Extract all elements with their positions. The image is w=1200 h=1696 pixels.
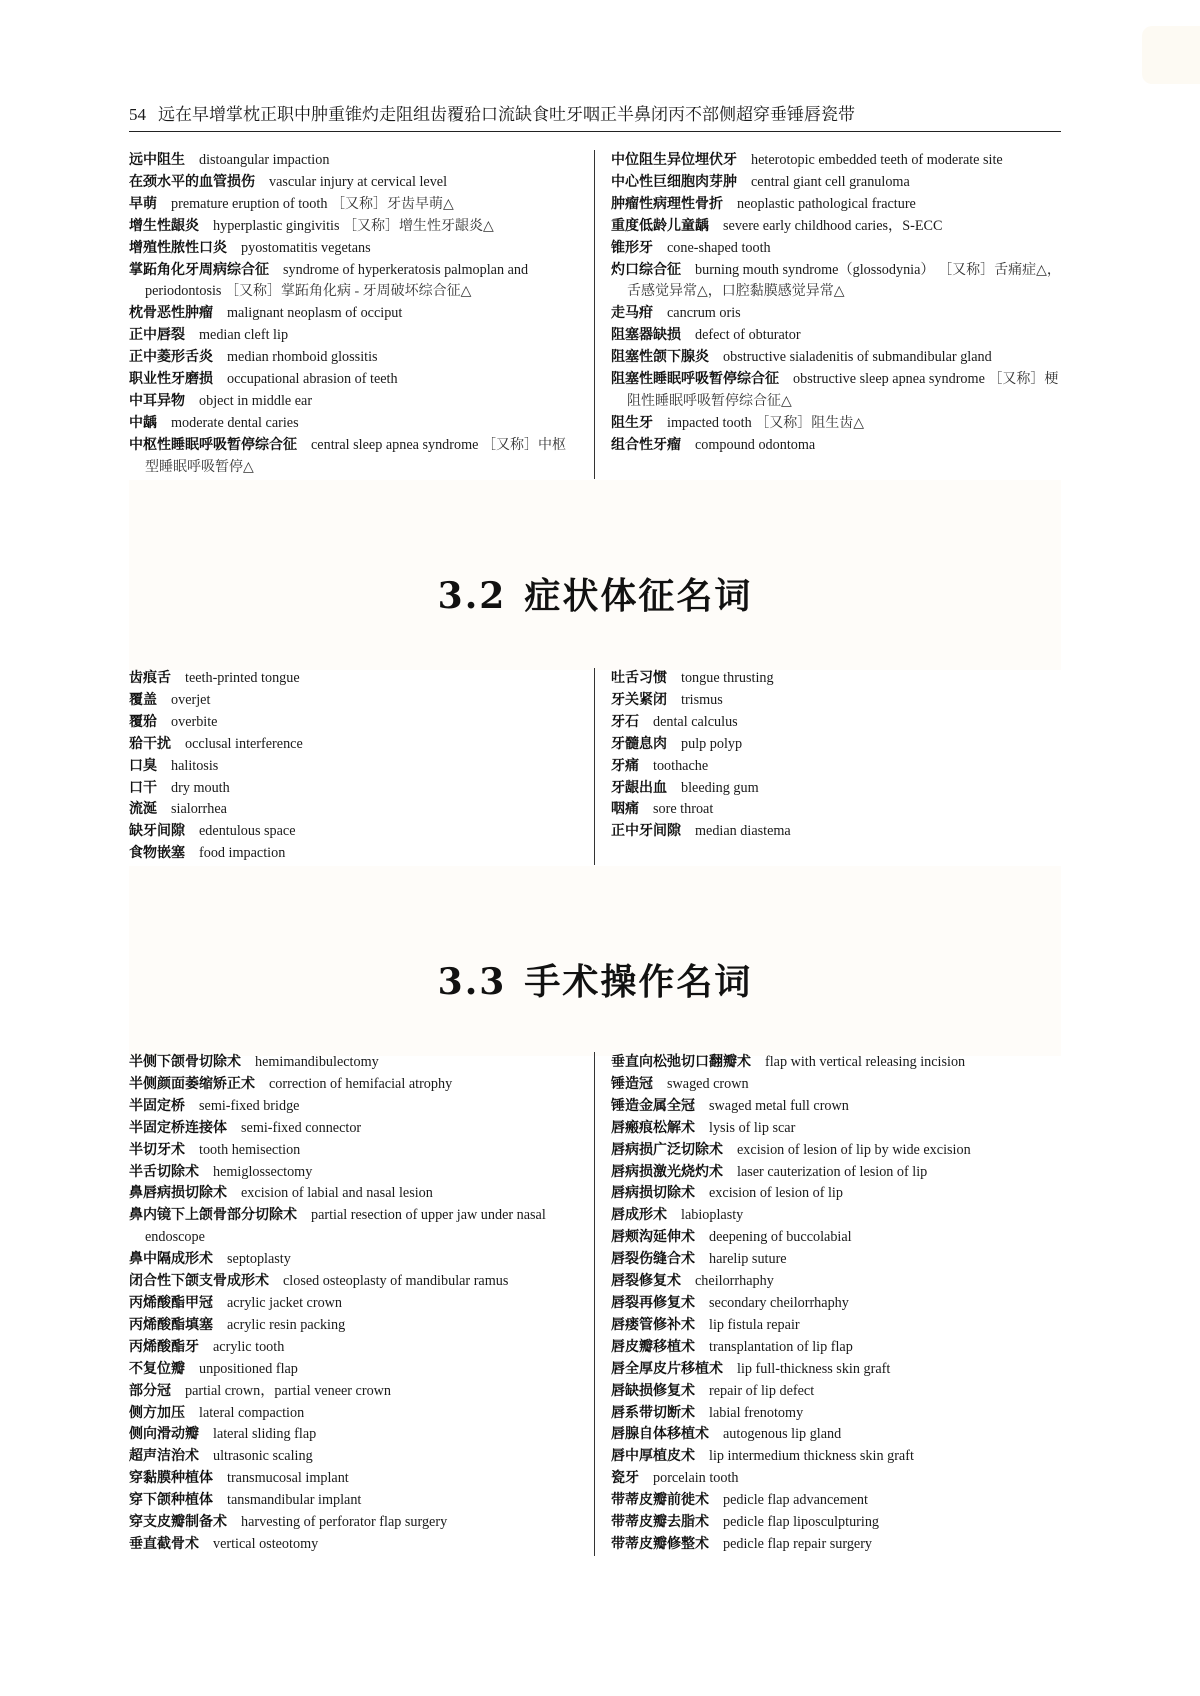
entry-term-zh: 唇缺损修复术 <box>611 1382 695 1399</box>
entry-term-en: obstructive sialadenitis of submandibular gland <box>723 349 992 366</box>
entry-term-en: toothache <box>653 757 709 774</box>
column-right <box>595 150 1061 479</box>
glossary-entry <box>129 1249 578 1271</box>
glossary-entry <box>129 1512 578 1534</box>
entry-term-zh: 食物嵌塞 <box>129 845 185 862</box>
entry-term-en: tooth hemisection <box>199 1141 301 1158</box>
entry-term-zh: 齿痕舌 <box>129 670 171 686</box>
entry-term-en: excision of lesion of lip <box>709 1185 843 1202</box>
glossary-entry <box>129 1381 578 1403</box>
glossary-entry <box>611 1424 1061 1446</box>
entry-term-zh: 灼口综合征 <box>611 261 681 278</box>
entry-term-zh: 重度低龄儿童龋 <box>611 217 709 234</box>
entry-term-zh: 咽痛 <box>611 801 639 818</box>
entry-term-en: halitosis <box>171 757 219 774</box>
entry-term-zh: 丙烯酸酯甲冠 <box>129 1294 213 1311</box>
entry-term-en: compound odontoma <box>695 436 816 453</box>
entry-term-en: flap with vertical releasing incision <box>765 1054 966 1070</box>
entry-term-en: median cleft lip <box>199 327 289 344</box>
entry-term-zh: 唇颊沟延伸术 <box>611 1229 695 1246</box>
entry-term-zh: 带蒂皮瓣去脂术 <box>611 1514 709 1531</box>
entry-term-en: cheilorrhaphy <box>695 1273 774 1290</box>
glossary-entry <box>611 194 1061 216</box>
entry-term-en: cancrum oris <box>667 305 741 322</box>
entry-term-zh: 半固定桥连接体 <box>129 1119 227 1136</box>
glossary-entry <box>611 1271 1061 1293</box>
entry-term-en: pyostomatitis vegetans <box>241 239 371 256</box>
glossary-entry <box>129 778 578 800</box>
entry-term-zh: 穿黏膜种植体 <box>129 1470 213 1487</box>
entry-term-en: vascular injury at cervical level <box>269 173 448 190</box>
entry-term-en: syndrome of hyperkeratosis palmoplan and periodontosis <box>145 261 529 300</box>
entry-term-en: partial resection of upper jaw under nasal endoscope <box>145 1207 546 1246</box>
entry-term-zh: 正中唇裂 <box>129 327 185 344</box>
entry-term-en: lip intermedium thickness skin graft <box>709 1448 914 1465</box>
glossary-entry <box>129 194 578 216</box>
entry-term-zh: 流涎 <box>129 801 157 818</box>
entry-term-zh: 唇皮瓣移植术 <box>611 1338 695 1355</box>
running-header <box>129 103 1061 132</box>
glossary-entry <box>611 778 1061 800</box>
glossary-entry <box>611 712 1061 734</box>
entry-term-en: semi-fixed connector <box>241 1119 362 1136</box>
entry-term-zh: 闭合性下颌支骨成形术 <box>129 1273 269 1290</box>
entry-term-zh: 职业性牙磨损 <box>129 371 213 388</box>
entry-term-zh: 增殖性脓性口炎 <box>129 239 227 256</box>
entry-term-zh: 在颈水平的血管损伤 <box>129 173 255 190</box>
entry-term-en: swaged crown <box>667 1075 749 1092</box>
glossary-entry <box>611 1118 1061 1140</box>
entry-term-zh: 半侧下颌骨切除术 <box>129 1054 241 1070</box>
glossary-entry <box>611 216 1061 238</box>
glossary-entry <box>611 1512 1061 1534</box>
entry-term-zh: 瓷牙 <box>611 1470 639 1487</box>
entry-term-en: closed osteoplasty of mandibular ramus <box>283 1273 509 1290</box>
entry-term-zh: 牙髓息肉 <box>611 735 667 752</box>
glossary-entry <box>611 1337 1061 1359</box>
entry-term-zh: 侧向滑动瓣 <box>129 1426 199 1443</box>
entry-term-en: malignant neoplasm of occiput <box>227 305 403 322</box>
glossary-entry <box>611 1096 1061 1118</box>
section-number: 3.3 <box>437 961 507 1003</box>
entry-term-en: sialorrhea <box>171 801 227 818</box>
entry-term-en: dry mouth <box>171 779 230 796</box>
glossary-entry <box>611 1140 1061 1162</box>
entry-term-zh: 锥形牙 <box>611 239 653 256</box>
glossary-entry <box>611 1293 1061 1315</box>
glossary-entry <box>611 1249 1061 1271</box>
entry-term-en: lip fistula repair <box>709 1316 800 1333</box>
entry-term-zh: 侧方加压 <box>129 1404 185 1421</box>
glossary-entry <box>611 734 1061 756</box>
entry-term-en: lip full-thickness skin graft <box>737 1360 891 1377</box>
entry-term-en: pedicle flap liposculpturing <box>723 1514 880 1531</box>
glossary-entry <box>611 238 1061 260</box>
glossary-entry <box>611 668 1061 690</box>
entry-term-en: heterotopic embedded teeth of moderate site <box>751 152 1003 168</box>
glossary-entry <box>129 435 578 479</box>
entry-term-en: septoplasty <box>227 1251 291 1268</box>
entry-alias: ［又称］阻生齿△ <box>755 415 865 431</box>
glossary-entry <box>611 413 1061 435</box>
glossary-entry <box>611 1468 1061 1490</box>
entry-term-en: unpositioned flap <box>199 1360 298 1377</box>
glossary-entry <box>129 1315 578 1337</box>
entry-term-en: labial frenotomy <box>709 1404 804 1421</box>
entry-term-zh: 组合性牙瘤 <box>611 436 681 453</box>
glossary-entry <box>611 1490 1061 1512</box>
entry-term-zh: 垂直截骨术 <box>129 1535 199 1552</box>
glossary-entry <box>129 1468 578 1490</box>
glossary-entry <box>611 1359 1061 1381</box>
glossary-entry <box>129 238 578 260</box>
entry-term-zh: 唇裂再修复术 <box>611 1294 695 1311</box>
section-33-columns <box>129 1052 1061 1556</box>
entry-term-zh: 鼻中隔成形术 <box>129 1251 213 1268</box>
entry-term-zh: 鼻内镜下上颌骨部分切除术 <box>129 1207 297 1224</box>
entry-term-zh: 半固定桥 <box>129 1097 185 1114</box>
entry-term-en: lateral sliding flap <box>213 1426 317 1443</box>
entry-term-en: autogenous lip gland <box>723 1426 842 1443</box>
entry-term-zh: 中枢性睡眠呼吸暂停综合征 <box>129 436 297 453</box>
entry-term-zh: 牙石 <box>611 713 639 730</box>
glossary-entry <box>129 799 578 821</box>
entry-term-zh: 唇病损切除术 <box>611 1185 695 1202</box>
glossary-entry <box>129 843 578 865</box>
entry-term-en: semi-fixed bridge <box>199 1097 300 1114</box>
entry-term-en: acrylic jacket crown <box>227 1294 343 1311</box>
glossary-entry <box>129 1183 578 1205</box>
entry-term-en: harelip suture <box>709 1251 787 1268</box>
glossary-entry <box>129 1403 578 1425</box>
entry-term-en: dental calculus <box>653 713 738 730</box>
entry-term-en: overbite <box>171 713 218 730</box>
entry-term-en: porcelain tooth <box>653 1470 739 1487</box>
entry-term-zh: 不复位瓣 <box>129 1360 185 1377</box>
entry-alias: ［又称］舌痛症△，舌感觉异常△，口腔黏膜感觉异常△ <box>627 262 1061 300</box>
glossary-entry <box>129 1074 578 1096</box>
entry-term-en: occupational abrasion of teeth <box>227 371 398 388</box>
entry-term-en: central sleep apnea syndrome <box>311 436 479 453</box>
entry-term-en: trismus <box>681 691 723 708</box>
entry-term-zh: 牙痛 <box>611 757 639 774</box>
entry-term-zh: 增生性龈炎 <box>129 217 199 234</box>
entry-term-en: edentulous space <box>199 823 296 840</box>
section-31-columns <box>129 150 1061 479</box>
entry-term-en: median rhomboid glossitis <box>227 349 378 366</box>
entry-alias: ［又称］中枢型睡眠呼吸暂停△ <box>145 437 566 475</box>
entry-term-en: severe early childhood caries，S-ECC <box>723 217 943 234</box>
glossary-entry <box>129 1293 578 1315</box>
glossary-entry <box>611 1446 1061 1468</box>
entry-term-zh: 正中牙间隙 <box>611 823 681 840</box>
entry-term-zh: 唇瘢痕松解术 <box>611 1119 695 1136</box>
entry-term-en: lateral compaction <box>199 1404 305 1421</box>
entry-term-zh: 吐舌习惯 <box>611 670 667 686</box>
entry-term-en: burning mouth syndrome（glossodynia） <box>695 261 935 278</box>
glossary-entry <box>129 1162 578 1184</box>
section-title: 症状体征名词 <box>524 575 753 617</box>
entry-term-en: tansmandibular implant <box>227 1492 362 1509</box>
section-title: 手术操作名词 <box>524 961 753 1003</box>
entry-term-zh: 覆𬌗 <box>129 713 157 730</box>
entry-term-en: neoplastic pathological fracture <box>737 195 916 212</box>
glossary-entry <box>129 172 578 194</box>
column-right <box>595 1052 1061 1556</box>
glossary-entry <box>611 150 1061 172</box>
glossary-entry <box>611 1162 1061 1184</box>
entry-term-zh: 正中菱形舌炎 <box>129 349 213 366</box>
glossary-entry <box>129 734 578 756</box>
glossary-entry <box>611 1534 1061 1556</box>
entry-term-zh: 𬌗干扰 <box>129 735 171 752</box>
entry-term-en: acrylic tooth <box>213 1338 285 1355</box>
entry-term-en: vertical osteotomy <box>213 1535 319 1552</box>
entry-term-en: pedicle flap repair surgery <box>723 1535 873 1552</box>
entry-term-zh: 唇瘘管修补术 <box>611 1316 695 1333</box>
entry-term-en: pulp polyp <box>681 735 743 752</box>
entry-term-en: impacted tooth <box>667 414 752 431</box>
entry-term-zh: 阻塞器缺损 <box>611 327 681 344</box>
entry-term-zh: 半切牙术 <box>129 1141 185 1158</box>
glossary-entry <box>611 1052 1061 1074</box>
entry-term-en: sore throat <box>653 801 714 818</box>
entry-alias: ［又称］梗阻性睡眠呼吸暂停综合征△ <box>627 372 1059 409</box>
entry-term-zh: 早萌 <box>129 195 157 212</box>
entry-alias: ［又称］掌跖角化病 - 牙周破坏综合征△ <box>225 284 472 300</box>
entry-term-en: correction of hemifacial atrophy <box>269 1075 453 1092</box>
entry-term-zh: 口干 <box>129 779 157 796</box>
glossary-entry <box>129 347 578 369</box>
entry-term-en: swaged metal full crown <box>709 1097 849 1114</box>
entry-term-en: food impaction <box>199 845 286 862</box>
entry-term-zh: 口臭 <box>129 757 157 774</box>
entry-term-en: moderate dental caries <box>171 414 299 431</box>
entry-term-en: hemiglossectomy <box>213 1163 313 1180</box>
entry-term-en: lysis of lip scar <box>709 1119 796 1136</box>
glossary-entry <box>611 172 1061 194</box>
header-index-characters: 远在早增掌枕正职中肿重锥灼走阻组齿覆𬌗口流缺食吐牙咽正半鼻闭丙不部侧超穿垂锤唇瓷带 <box>158 105 855 124</box>
glossary-entry <box>129 668 578 690</box>
section-heading-band <box>129 866 1061 1056</box>
glossary-entry <box>129 1096 578 1118</box>
entry-term-zh: 走马疳 <box>611 305 653 322</box>
entry-term-en: secondary cheilorrhaphy <box>709 1294 849 1311</box>
section-heading <box>129 568 1061 619</box>
entry-term-zh: 阻生牙 <box>611 414 653 431</box>
entry-term-zh: 唇成形术 <box>611 1207 667 1224</box>
entry-term-en: teeth-printed tongue <box>185 670 300 686</box>
entry-term-zh: 唇系带切断术 <box>611 1404 695 1421</box>
entry-term-en: acrylic resin packing <box>227 1316 346 1333</box>
glossary-entry <box>129 150 578 172</box>
entry-term-zh: 唇腺自体移植术 <box>611 1426 709 1443</box>
entry-term-zh: 牙龈出血 <box>611 779 667 796</box>
glossary-entry <box>129 1446 578 1468</box>
entry-term-zh: 阻塞性颌下腺炎 <box>611 349 709 366</box>
glossary-entry <box>129 1052 578 1074</box>
glossary-entry <box>129 1205 578 1249</box>
entry-term-zh: 掌跖角化牙周病综合征 <box>129 261 269 278</box>
glossary-entry <box>129 1424 578 1446</box>
entry-term-zh: 部分冠 <box>129 1382 171 1399</box>
entry-term-zh: 牙关紧闭 <box>611 691 667 708</box>
glossary-entry <box>611 303 1061 325</box>
entry-term-en: deepening of buccolabial <box>709 1229 852 1246</box>
glossary-entry <box>611 821 1061 843</box>
glossary-entry <box>129 1534 578 1556</box>
glossary-entry <box>611 325 1061 347</box>
entry-term-en: object in middle ear <box>199 392 313 409</box>
glossary-entry <box>129 1490 578 1512</box>
entry-alias: ［又称］增生性牙龈炎△ <box>343 218 494 234</box>
glossary-entry <box>129 260 578 304</box>
entry-term-zh: 唇中厚植皮术 <box>611 1448 695 1465</box>
page-number: 54 <box>129 105 146 124</box>
entry-term-zh: 丙烯酸酯牙 <box>129 1338 199 1355</box>
column-left <box>129 150 595 479</box>
column-left <box>129 668 595 865</box>
glossary-entry <box>129 1337 578 1359</box>
entry-term-zh: 覆盖 <box>129 691 157 708</box>
entry-term-en: tongue thrusting <box>681 670 774 686</box>
entry-term-en: premature eruption of tooth <box>171 195 328 212</box>
entry-term-zh: 穿下颌种植体 <box>129 1492 213 1509</box>
entry-term-zh: 缺牙间隙 <box>129 823 185 840</box>
glossary-entry <box>129 325 578 347</box>
entry-term-zh: 唇病损广泛切除术 <box>611 1141 723 1158</box>
section-heading-band <box>129 480 1061 670</box>
entry-term-zh: 唇裂伤缝合术 <box>611 1251 695 1268</box>
entry-term-zh: 锤造金属全冠 <box>611 1097 695 1114</box>
glossary-entry <box>611 435 1061 457</box>
section-number: 3.2 <box>437 575 507 617</box>
column-right <box>595 668 1061 865</box>
entry-term-zh: 超声洁治术 <box>129 1448 199 1465</box>
glossary-entry <box>611 799 1061 821</box>
column-left <box>129 1052 595 1556</box>
section-heading <box>129 954 1061 1005</box>
entry-term-en: pedicle flap advancement <box>723 1492 868 1509</box>
glossary-entry <box>611 369 1061 413</box>
entry-term-en: hemimandibulectomy <box>255 1054 379 1070</box>
glossary-entry <box>129 1271 578 1293</box>
entry-term-zh: 带蒂皮瓣修整术 <box>611 1535 709 1552</box>
entry-term-zh: 带蒂皮瓣前徙术 <box>611 1492 709 1509</box>
entry-term-zh: 中心性巨细胞肉芽肿 <box>611 173 737 190</box>
entry-term-en: ultrasonic scaling <box>213 1448 313 1465</box>
entry-term-en: median diastema <box>695 823 791 840</box>
glossary-entry <box>129 303 578 325</box>
entry-term-zh: 半侧颜面萎缩矫正术 <box>129 1075 255 1092</box>
page-corner-tab <box>1142 26 1200 84</box>
entry-term-zh: 远中阻生 <box>129 152 185 168</box>
entry-term-en: harvesting of perforator flap surgery <box>241 1514 448 1531</box>
entry-term-zh: 阻塞性睡眠呼吸暂停综合征 <box>611 371 779 388</box>
glossary-entry <box>129 413 578 435</box>
entry-term-en: central giant cell granuloma <box>751 173 910 190</box>
entry-term-en: transplantation of lip flap <box>709 1338 853 1355</box>
entry-term-en: cone-shaped tooth <box>667 239 771 256</box>
entry-term-zh: 枕骨恶性肿瘤 <box>129 305 213 322</box>
entry-term-en: distoangular impaction <box>199 152 330 168</box>
glossary-entry <box>611 1074 1061 1096</box>
glossary-entry <box>611 1315 1061 1337</box>
glossary-entry <box>129 1359 578 1381</box>
entry-term-en: bleeding gum <box>681 779 759 796</box>
section-32-columns <box>129 668 1061 865</box>
glossary-entry <box>129 1140 578 1162</box>
entry-term-en: obstructive sleep apnea syndrome <box>793 371 985 388</box>
entry-term-zh: 唇病损激光烧灼术 <box>611 1163 723 1180</box>
entry-term-zh: 锤造冠 <box>611 1075 653 1092</box>
glossary-entry <box>611 260 1061 304</box>
entry-term-en: excision of labial and nasal lesion <box>241 1185 433 1202</box>
entry-term-en: defect of obturator <box>695 327 801 344</box>
glossary-entry <box>129 1118 578 1140</box>
entry-term-zh: 唇全厚皮片移植术 <box>611 1360 723 1377</box>
glossary-entry <box>611 1183 1061 1205</box>
entry-term-zh: 丙烯酸酯填塞 <box>129 1316 213 1333</box>
entry-term-en: excision of lesion of lip by wide excision <box>737 1141 971 1158</box>
glossary-entry <box>611 1381 1061 1403</box>
glossary-entry <box>129 690 578 712</box>
entry-term-en: partial crown，partial veneer crown <box>185 1382 392 1399</box>
entry-term-zh: 穿支皮瓣制备术 <box>129 1514 227 1531</box>
glossary-entry <box>129 216 578 238</box>
entry-term-zh: 鼻唇病损切除术 <box>129 1185 227 1202</box>
entry-term-en: overjet <box>171 691 211 708</box>
glossary-entry <box>129 756 578 778</box>
glossary-entry <box>129 391 578 413</box>
glossary-entry <box>129 712 578 734</box>
glossary-entry <box>611 347 1061 369</box>
entry-term-zh: 半舌切除术 <box>129 1163 199 1180</box>
entry-term-en: transmucosal implant <box>227 1470 349 1487</box>
entry-term-en: hyperplastic gingivitis <box>213 217 340 234</box>
entry-term-zh: 中耳异物 <box>129 392 185 409</box>
glossary-entry <box>611 756 1061 778</box>
glossary-entry <box>611 1403 1061 1425</box>
glossary-entry <box>611 1227 1061 1249</box>
glossary-entry <box>129 821 578 843</box>
glossary-entry <box>611 1205 1061 1227</box>
glossary-entry <box>611 690 1061 712</box>
entry-term-zh: 中龋 <box>129 414 157 431</box>
entry-term-zh: 唇裂修复术 <box>611 1273 681 1290</box>
entry-alias: ［又称］牙齿早萌△ <box>330 196 454 212</box>
entry-term-en: laser cauterization of lesion of lip <box>737 1163 928 1180</box>
entry-term-en: occlusal interference <box>185 735 303 752</box>
entry-term-en: labioplasty <box>681 1207 744 1224</box>
entry-term-en: repair of lip defect <box>709 1382 815 1399</box>
entry-term-zh: 中位阻生异位埋伏牙 <box>611 152 737 168</box>
entry-term-zh: 肿瘤性病理性骨折 <box>611 195 723 212</box>
glossary-entry <box>129 369 578 391</box>
entry-term-zh: 垂直向松弛切口翻瓣术 <box>611 1054 751 1070</box>
